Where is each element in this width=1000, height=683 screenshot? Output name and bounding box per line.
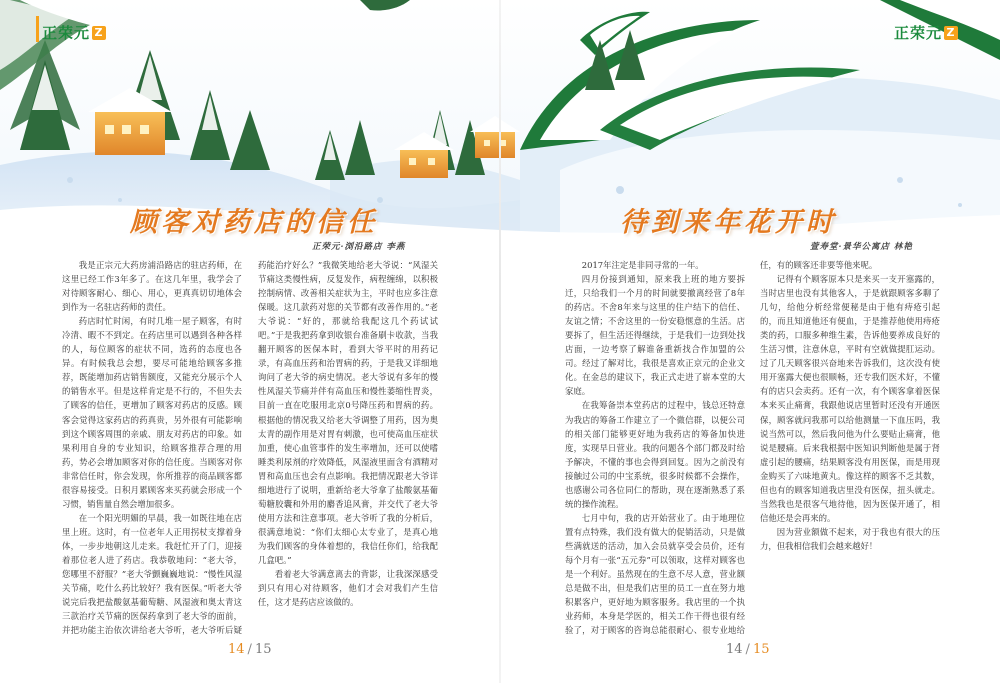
brand-logo-left [42,22,106,43]
page-gutter [499,0,501,683]
paragraph: 任，有的顾客还非要等他来呢。 [760,260,878,270]
brand-logo-text: 正荣元 [42,24,91,42]
logo-accent-bar [36,16,39,42]
paragraph: 药能治疗好么？”我微笑地给老大爷说：“风湿关节痛这类慢性病，反复发作，病程缠绵，以积极控制病情、改善相关症状为主，平时也应多注意保暖。这几款药对您的关节都有改善作用的。”老大爷说：“好的，那就给我配这几个药试试吧。”于是我把药拿到收银台准备刷卡收款，当我翻开顾客的医保本时，看到大爷平时的用药记录，有高血压药和治胃病的药，于是我又详细地询问了老大爷的病史情况。老大爷说有多年的慢性风湿关节痛并伴有高血压和慢性萎缩性胃炎，目前一直在吃服用北京0号降压药和胃病的药。根据他的情况我又给老大爷调整了用药，因为奥太青的副作用是对胃有刺激，也可使高血压症状加重，使心血管事件的发生率增加，还可以使嗜睡类利尿剂的疗效降低，风湿液里面含有酒精对胃和高血压也会有点影响。我把情况跟老大爷详细地进行了说明，重新给老大爷拿了盐酸氨基葡萄糖胶囊和外用的麝香追风膏，并交代了老大爷使用方法和注意事项。老大爷听了我的分析后，很满意地说：“你们太细心太专业了，是真心地为我们顾客的身体着想的，我信任你们，给我配几盒吧。” [258,260,438,565]
left-article-byline: 正荣元·浏沿路店 李燕 [312,242,406,252]
page-number-other: 15 [254,642,272,657]
left-article-column-2 [258,258,438,638]
paragraph: 药店时忙时闲，有时几堆一屋子顾客，有时冷清、暇不不到定。在药店里可以遇到各种各样的人，每位顾客的症状不同，选药的态度也各异。有时候我总会想，要尽可能地给顾客多推荐，既能增加药店销售额度，又能充分展示个人的销售水平。但是这样肯定是不行的，不但失去了顾客的信任，更增加了顾客对药店的反感。顾客会觉得这家药店的药真贵，另外很有可能影响到这个顾客周围的亲戚、朋友对药店的印象。如果利用自身的专业知识，给顾客推荐合理的用药，势必会增加顾客对你的信任度。当顾客对你非常信任时，你会发现，你所推荐的商品顾客都很容易接受。日积月累顾客来买药就会形成一个习惯，销售量自然会增加很多。 [62,316,242,509]
right-article-title: 待到来年花开时 [620,207,837,238]
left-page-number [228,642,271,657]
left-article-title: 顾客对药店的信任 [130,207,378,238]
right-page-number [726,642,769,657]
page-number-other: 14 [726,642,743,657]
paragraph: 2017年注定是非同寻常的一年。 [581,260,704,270]
page-number-current: 15 [752,642,770,657]
page-number-separator: / [247,642,252,657]
brand-logo-mark: Z [92,26,106,40]
left-article-column-1 [62,258,242,638]
brand-logo-right [894,22,958,43]
paragraph: 我是正宗元大药房浦沿路店的驻店药师，在这里已经工作3年多了。在这几年里，我学会了对待顾客耐心、细心、用心，更真真切切地体会到作为一名驻店药师的责任。 [62,260,242,313]
right-article-column-1 [565,258,745,638]
paragraph: 在我筹备崇本堂药店的过程中，钱总还特意为我店的筹备工作建立了一个微信群，以便公司的相关部门能够更好地为我药店的筹备加快进度，实现早日营业。我的问题各个部门都及时给予解决，不懂的事也会得到回复。因为之前没有接触过公司的中宝系统，很多时候都不会操作，也感谢公司各位同仁的帮助，现在逐渐熟悉了系统的操作流程。 [565,400,745,509]
paragraph: 记得有个顾客原本只是来买一支开塞露的，当时店里也没有其他客人，于是就跟顾客多聊了几句，给他分析经常便秘是由于他有痔疮引起的，而且知道他还有便血，于是推荐他使用痔疮类的药，口服多种维生素，告诉他要养成良好的生活习惯，注意休息，平时有空就做提肛运动。过了几天顾客很兴奋地来告诉我们，这次没有使用开塞露大便也很顺畅，还专我们医术好，不懂有的店只会卖药。还有一次，有个顾客拿着医保本来买止痛膏，我跟他说店里暂时还没有开通医保，顾客就问我那可以给他测量一下血压吗，我说当然可以，然后我问他为什么要贴止痛膏，他说是腰痛。后来我根据中医知识判断他是属于肾虚引起的腰痛，结果顾客没有用医保，而是用现金购买了六味地黄丸。像这样的顾客不乏其数，但也有的顾客知道我店里没有医保，扭头就走。当然我也是很客气地待他，因为医保开通了，相信他还是会再来的。 [760,274,940,523]
right-article-column-2 [760,258,940,638]
paragraph: 看着老大爷满意离去的背影，让我深深感受到只有用心对待顾客，他们才会对我们产生信任，这才是药店应该做的。 [258,569,438,608]
brand-logo-mark: Z [944,26,958,40]
page-number-separator: / [745,642,750,657]
paragraph: 四月份接到通知，原来我上班的地方要拆迁，只给我们一个月的时间就要撤离经营了8年的药店。不舍8年来与这里的住户结下的信任、友谊之情；不舍这里的一份安稳惬意的生活。店要拆了，但生活还得继续，于是我们一边到处找店面，一边考察了解谁备重新找合作加盟的公司。经过了解对比，我很是喜欢正京元的企业文化。在金总的建议下，我正式走进了崭本堂的大家庭。 [565,274,745,397]
paragraph: 在一个阳光明媚的早晨，我一如既往地在店里上班。这时，有一位老年人正用拐杖支撑着身体，一步步地朝这儿走来。我赶忙开了门，迎接着那位老人进了药店。我恭敬地问：“老大爷，您哪里不舒服？”老大爷颤巍巍地说：“慢性风湿关节痛，吃什么药比较好？我有医保。”听老大爷说完后我把盐酸氨基葡萄糖、风湿液和奥太青这三款治疗关节痛的医保药拿到了老大爷的面前，并把功能主治依次讲给老大爷听，老大爷听后疑 [62,512,242,636]
paragraph: 因为营业额做不起来，对于我也有很大的压力，但我相信我们会越来越好！ [760,526,940,551]
page-number-current: 14 [228,642,245,657]
right-article-byline: 萱寿堂·景华公寓店 林艳 [810,242,913,252]
brand-logo-text: 正荣元 [893,24,942,42]
paragraph: 七月中旬，我的店开始营业了。由于地理位置有点特殊，我们没有做大的促销活动，只是做些满就送的活动，加入会员就享受会员价，还有每个月有一张“五元券”可以领取，这样对顾客也是一个利好。虽然现在的生意不尽人意，营业额总是做不出，但是我们店里的员工一直在努力地积累客户，更好地为顾客服务。我店里的一个执业药师，本身是学医的，相关工作干得也很有经验了，对于顾客的咨询总能很耐心、很专业地给 [565,512,745,636]
